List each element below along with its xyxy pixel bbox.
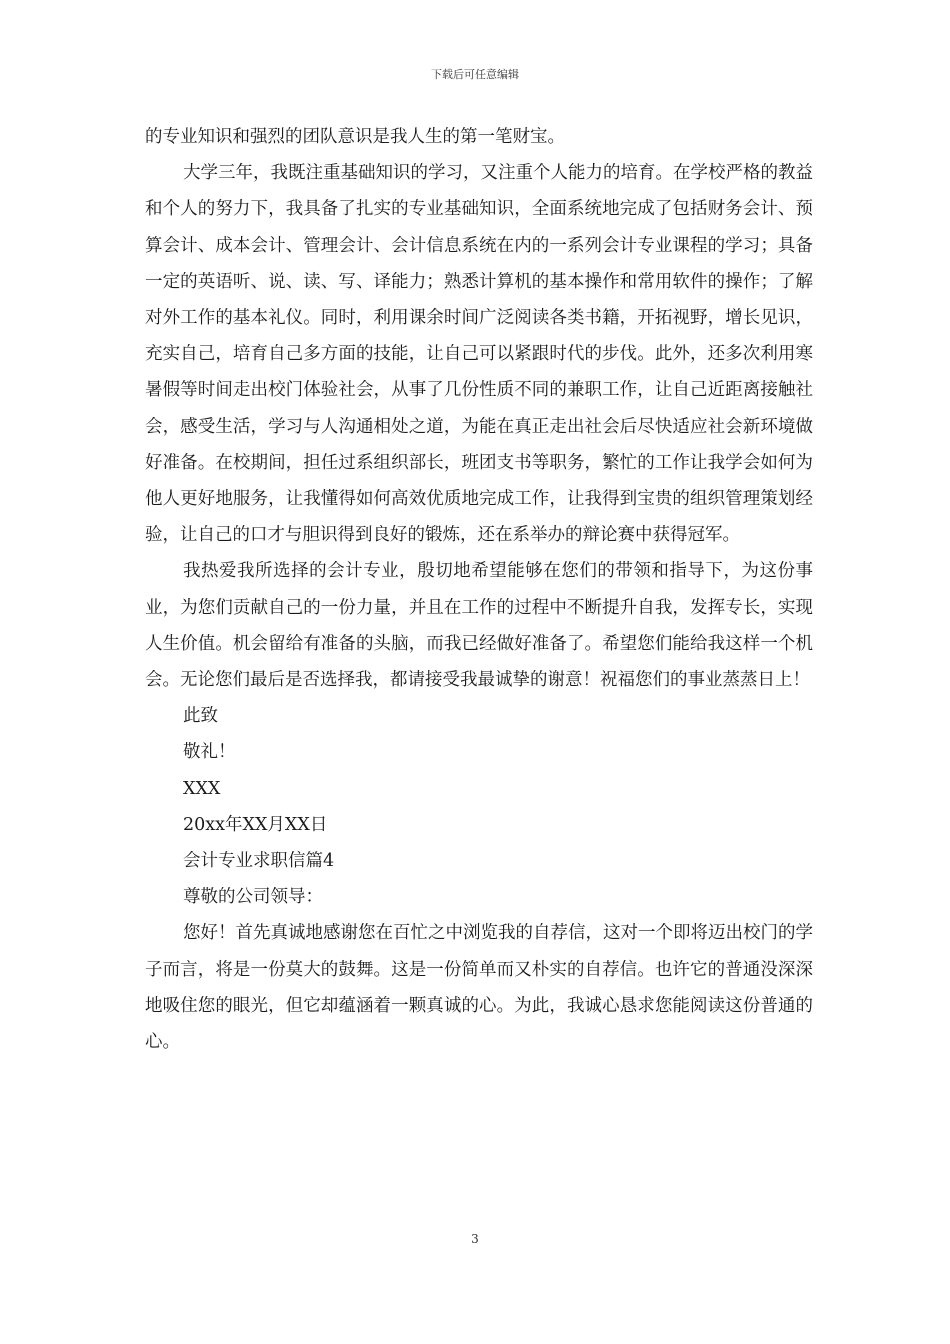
closing-salutation: 此致 bbox=[183, 706, 218, 727]
section-title: 会计专业求职信篇4 bbox=[183, 851, 335, 872]
paragraph-aspiration: 我热爱我所选择的会计专业，殷切地希望能够在您们的带领和指导下，为这份事业，为您们贡献自己的一份力量，并且在工作的过程中不断提升自我，发挥专长，实现人生价值。机会留给有准备的头脑，而我已经做好准备了。希望您们能给我这样一个机会。无论您们最后是否选择我，都请接受我最诚挚的谢意！祝福您们的事业蒸蒸日上！ bbox=[145, 561, 813, 691]
letter-greeting: 尊敬的公司领导： bbox=[183, 887, 323, 908]
paragraph-education: 大学三年，我既注重基础知识的学习，又注重个人能力的培育。在学校严格的教益和个人的努力下，我具备了扎实的专业基础知识，全面系统地完成了包括财务会计、预算会计、成本会计、管理会计、会计信息系统在内的一系列会计专业课程的学习；具备一定的英语听、说、读、写、译能力；熟悉计算机的基本操作和常用软件的操作；了解对外工作的基本礼仪。同时，利用课余时间广泛阅读各类书籍，开拓视野，增长见识，充实自己，培育自己多方面的技能，让自己可以紧跟时代的步伐。此外，还多次利用寒暑假等时间走出校门体验社会，从事了几份性质不同的兼职工作，让自己近距离接触社会，感受生活，学习与人沟通相处之道，为能在真正走出社会后尽快适应社会新环境做好准备。在校期间，担任过系组织部长，班团支书等职务，繁忙的工作让我学会如何为他人更好地服务，让我懂得如何高效优质地完成工作，让我得到宝贵的组织管理策划经验，让自己的口才与胆识得到良好的锻炼，还在系举办的辩论赛中获得冠军。 bbox=[145, 163, 813, 546]
signature-date: 20xx年XX月XX日 bbox=[183, 814, 328, 835]
paragraph-intro: 您好！首先真诚地感谢您在百忙之中浏览我的自荐信，这对一个即将迈出校门的学子而言，将是一份莫大的鼓舞。这是一份简单而又朴实的自荐信。也许它的普通没深深地吸住您的眼光，但它却蕴涵着一颗真诚的心。为此，我诚心恳求您能阅读这份普通的心。 bbox=[145, 923, 813, 1053]
closing-regards: 敬礼！ bbox=[183, 742, 236, 763]
page-header: 下载后可任意编辑 bbox=[431, 68, 519, 81]
signature-name: XXX bbox=[183, 778, 221, 799]
document-body bbox=[145, 119, 813, 1060]
paragraph-continuation: 的专业知识和强烈的团队意识是我人生的第一笔财宝。 bbox=[145, 127, 565, 147]
page-number: 3 bbox=[471, 1232, 479, 1246]
